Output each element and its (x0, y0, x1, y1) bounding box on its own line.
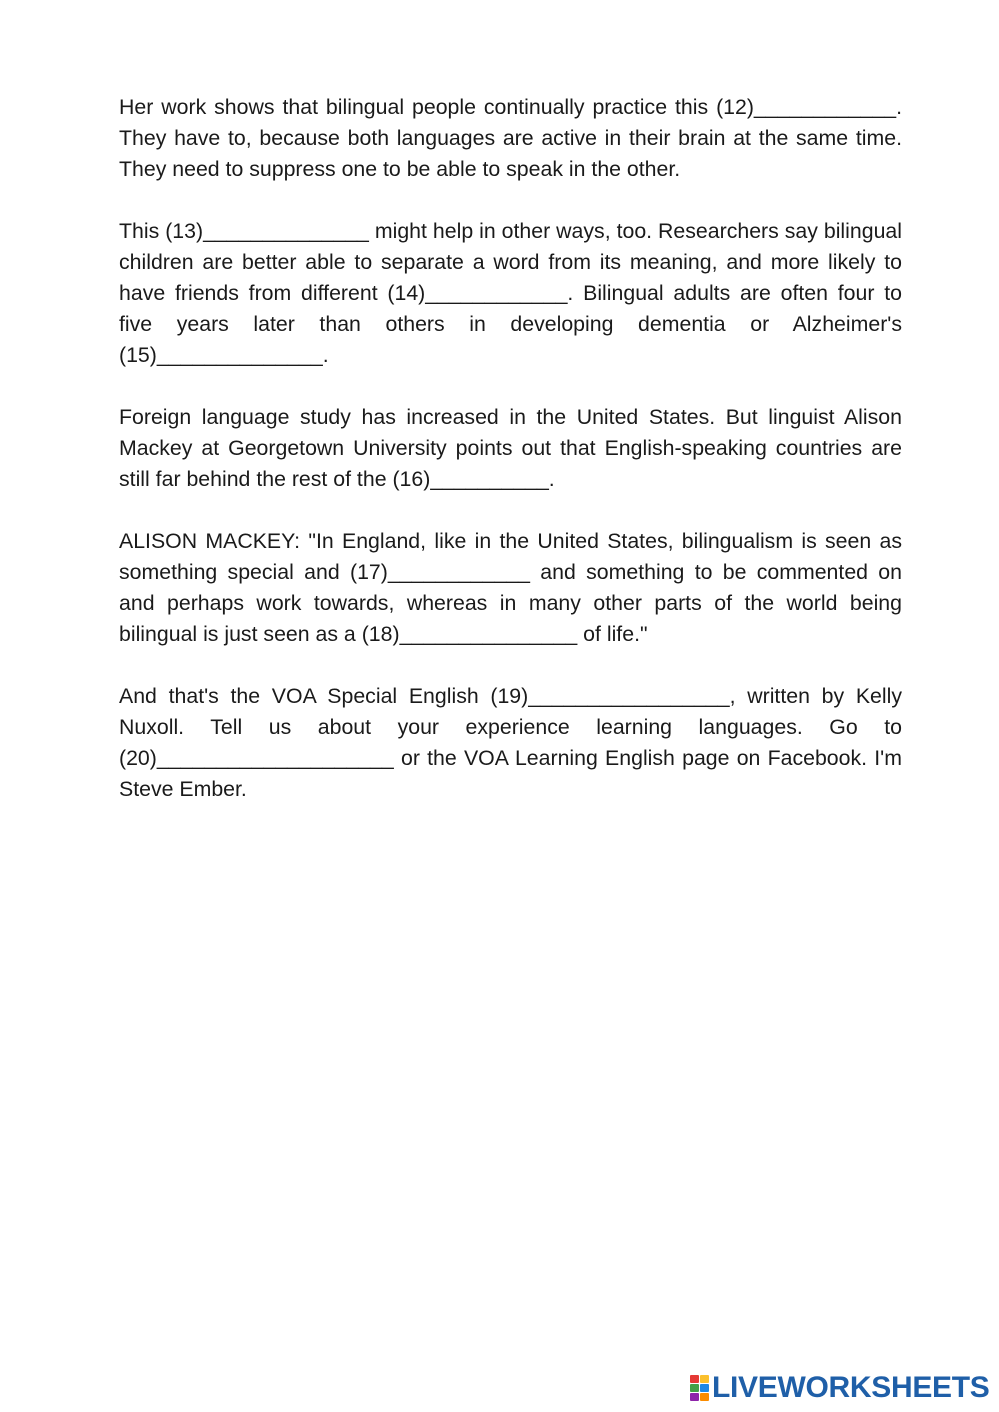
blank-15-input[interactable]: (15)______________ (119, 343, 323, 367)
text-segment: This (119, 219, 166, 243)
text-segment: might help in other ways, too. Researchers say bilingual children are better able to separate a word from its meaning, and more likely to have friends from different (119, 219, 902, 305)
text-segment: And that's the VOA Special English (119, 684, 491, 708)
text-segment: of life." (577, 622, 648, 646)
blank-14-input[interactable]: (14)____________ (387, 281, 568, 305)
text-segment: . (322, 343, 329, 367)
logo-square-3 (690, 1384, 699, 1392)
logo-square-1 (690, 1375, 699, 1383)
text-segment: or the VOA Learning English page on Facebook. I'm Steve Ember. (119, 746, 902, 801)
logo-square-2 (700, 1375, 709, 1383)
paragraph-4 (119, 526, 902, 650)
worksheet-page (119, 92, 902, 836)
paragraph-5 (119, 681, 902, 805)
blank-16-input[interactable]: (16)__________ (392, 467, 549, 491)
blank-20-input[interactable]: (20)____________________ (119, 746, 394, 770)
liveworksheets-wordmark: LIVEWORKSHEETS (712, 1371, 990, 1404)
blank-17-input[interactable]: (17)____________ (349, 560, 530, 584)
text-segment: ALISON MACKEY: "In England, like in the United States, bilingualism is seen as something special and (119, 529, 902, 584)
liveworksheets-logo-icon (690, 1375, 710, 1401)
logo-square-5 (690, 1393, 699, 1401)
logo-square-6 (700, 1393, 709, 1401)
blank-12-input[interactable]: (12)____________ (716, 95, 897, 119)
logo-square-4 (700, 1384, 709, 1392)
blank-19-input[interactable]: (19)_________________ (490, 684, 730, 708)
paragraph-1 (119, 92, 902, 185)
text-segment: Her work shows that bilingual people continually practice this (119, 95, 717, 119)
text-segment: Foreign language study has increased in the United States. But linguist Alison Mackey at Georgetown University points out that English-speaking countries are still far behind the rest of the (119, 405, 902, 491)
liveworksheets-logo[interactable] (690, 1372, 990, 1404)
paragraph-3 (119, 402, 902, 495)
text-segment: . They have to, because both languages are active in their brain at the same time. They need to suppress one to be able to speak in the other. (119, 95, 902, 181)
blank-13-input[interactable]: (13)______________ (165, 219, 369, 243)
text-segment: . (548, 467, 555, 491)
text-segment: and something to be commented on and perhaps work towards, whereas in many other parts of the world being bilingual is just seen as a (119, 560, 902, 646)
text-segment: , written by Kelly Nuxoll. Tell us about your experience learning languages. Go to (119, 684, 902, 739)
paragraph-2 (119, 216, 902, 371)
text-segment: . Bilingual adults are often four to five years later than others in developing dementia or Alzheimer's (119, 281, 902, 336)
blank-18-input[interactable]: (18)_______________ (361, 622, 578, 646)
